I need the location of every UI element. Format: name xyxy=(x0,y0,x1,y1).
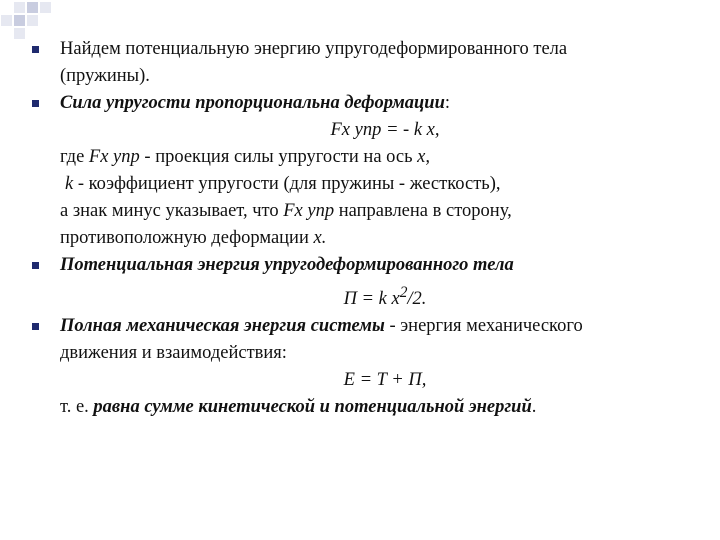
text-span: П = k x xyxy=(343,289,400,310)
deco-square xyxy=(14,15,25,26)
superscript: 2 xyxy=(399,284,408,301)
text-span: т. е. xyxy=(60,397,94,418)
bullet-square-icon xyxy=(32,46,39,53)
text-span: равна сумме кинетической и потенциальной энергий xyxy=(93,397,532,418)
text-span: противоположную деформации xyxy=(60,228,314,248)
deco-square xyxy=(14,28,25,39)
text-span: а знак минус указывает, что xyxy=(60,201,284,221)
formula-potential-energy xyxy=(60,279,710,313)
text-span: - проекция силы упругости на ось xyxy=(139,147,418,167)
slide-body xyxy=(30,36,710,421)
heading-text: Сила упругости пропорциональна деформации xyxy=(60,93,445,113)
text-span: - коэффициент упругости (для пружины - жесткость), xyxy=(73,174,501,194)
formula-total-energy: E = T + П, xyxy=(343,370,427,391)
text-line xyxy=(60,313,710,340)
deco-square xyxy=(14,2,25,13)
text-span: . xyxy=(531,397,537,418)
text-span: где xyxy=(60,147,89,167)
text-span: x, xyxy=(417,147,430,167)
formula-elastic-force: Fx упр = - k x, xyxy=(330,120,440,140)
deco-square xyxy=(27,2,38,13)
deco-square xyxy=(27,15,38,26)
text-line xyxy=(60,90,710,117)
text-span: : xyxy=(444,93,451,113)
deco-square xyxy=(1,15,12,26)
deco-square xyxy=(40,2,51,13)
bullet-item-3 xyxy=(30,252,710,313)
text-span: Fx упр xyxy=(283,201,335,221)
bullet-item-2 xyxy=(30,90,710,252)
text-span: - энергия механического xyxy=(384,316,583,337)
text-line xyxy=(60,171,710,198)
text-line xyxy=(60,225,710,252)
heading-text: Потенциальная энергия упругодеформированного тела xyxy=(60,255,514,275)
bullet-square-icon xyxy=(32,262,39,269)
text-span: x. xyxy=(313,228,327,248)
text-span: /2. xyxy=(407,289,427,310)
bullet-item-1 xyxy=(30,36,710,90)
heading-text: Полная механическая энергия системы xyxy=(60,316,385,337)
text-line: Найдем потенциальную энергию упругодеформированного тела xyxy=(60,39,568,59)
text-span: направлена в сторону, xyxy=(334,201,512,221)
bullet-square-icon xyxy=(32,323,39,330)
text-line xyxy=(60,144,710,171)
text-span: Fx упр xyxy=(88,147,140,167)
text-span: k xyxy=(65,174,74,194)
text-line xyxy=(60,394,710,421)
corner-decoration xyxy=(0,0,60,40)
bullet-square-icon xyxy=(32,100,39,107)
text-line xyxy=(60,198,710,225)
text-line: (пружины). xyxy=(60,66,150,86)
bullet-item-4 xyxy=(30,313,710,421)
text-line: движения и взаимодействия: xyxy=(60,343,287,364)
